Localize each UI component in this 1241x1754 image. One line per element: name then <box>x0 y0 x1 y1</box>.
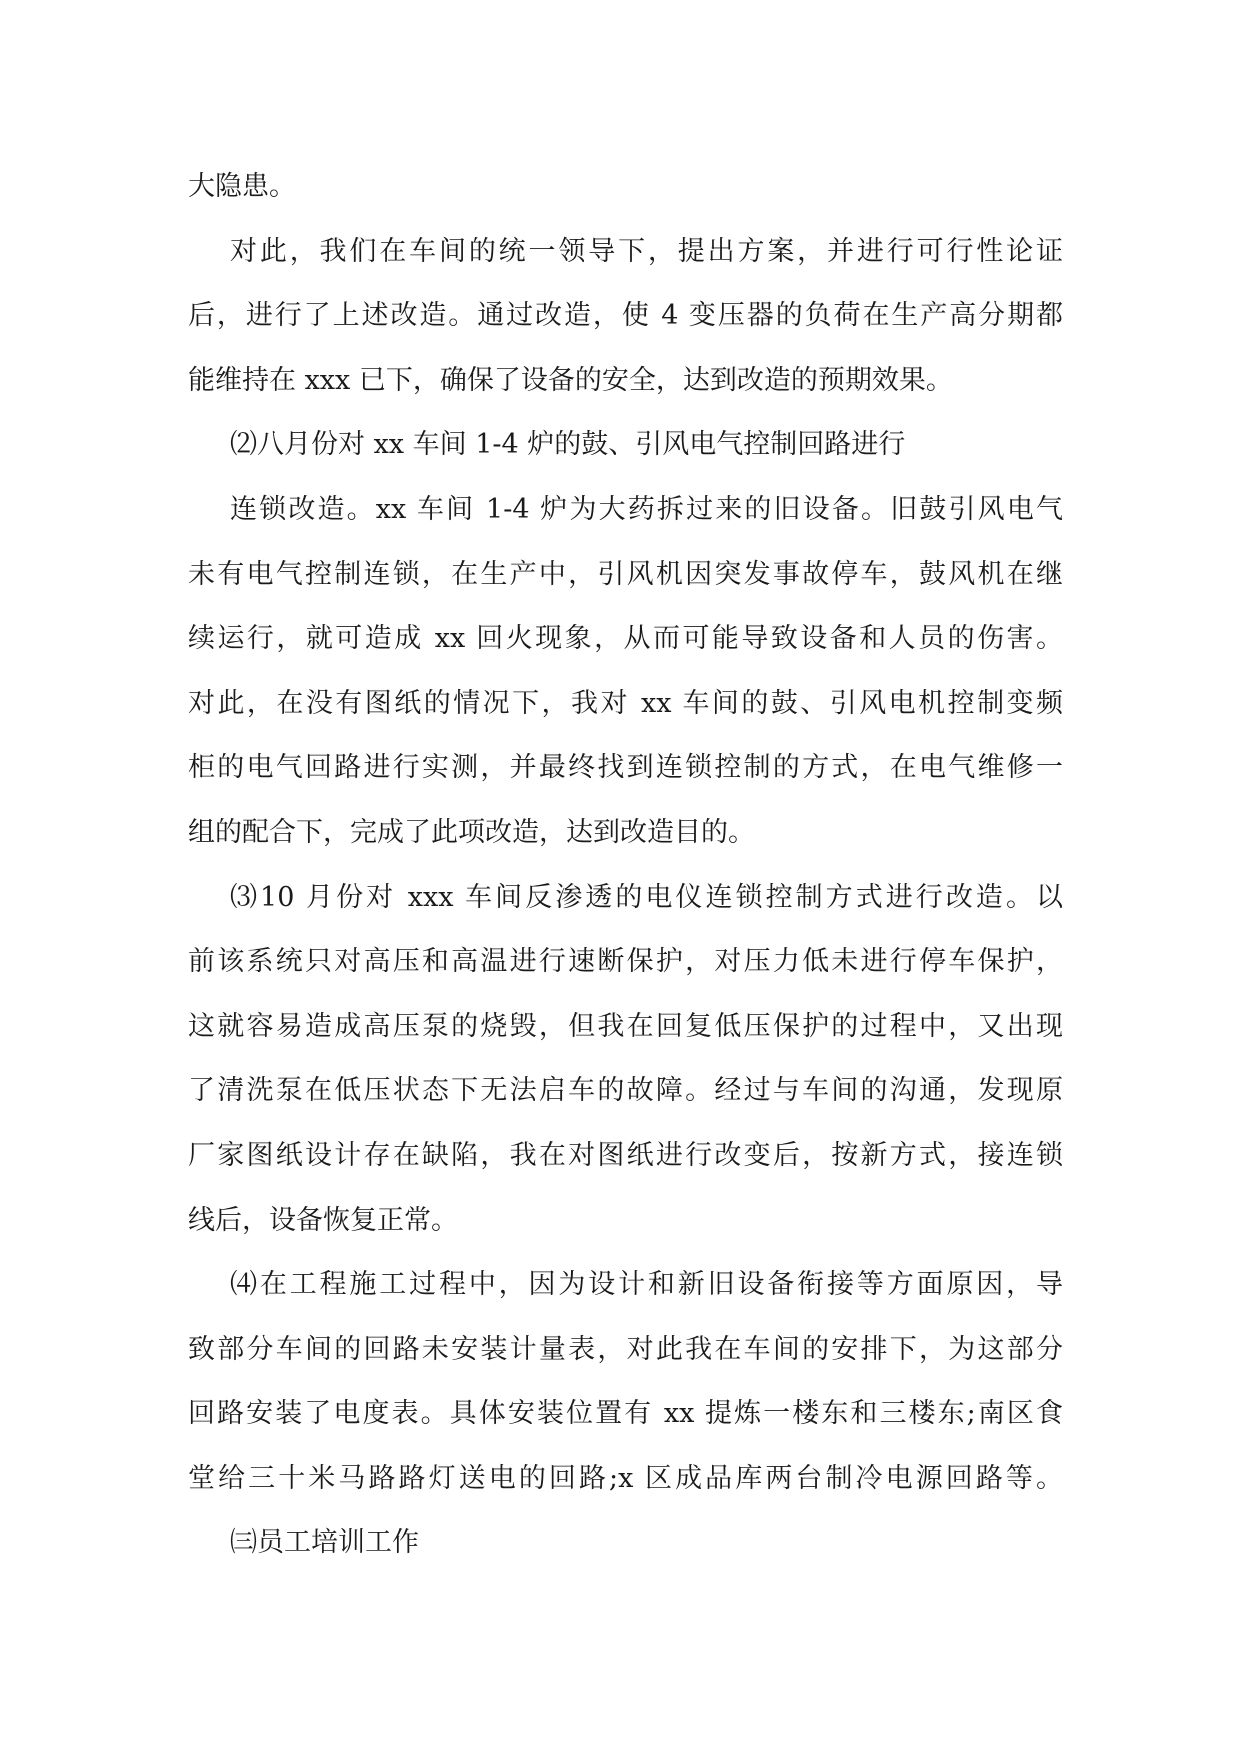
text-line: ⑶10 月份对 xxx 车间反渗透的电仪连锁控制方式进行改造。以 <box>230 881 1063 913</box>
text-line: 柜的电气回路进行实测，并最终找到连锁控制的方式，在电气维修一 <box>188 752 1063 784</box>
text-line: 堂给三十米马路路灯送电的回路;x 区成品库两台制冷电源回路等。 <box>188 1462 1063 1494</box>
text-line: 连锁改造。xx 车间 1-4 炉为大药拆过来的旧设备。旧鼓引风电气 <box>230 493 1063 525</box>
text-line: 致部分车间的回路未安装计量表，对此我在车间的安排下，为这部分 <box>188 1333 1063 1365</box>
text-line: 能维持在 xxx 已下，确保了设备的安全，达到改造的预期效果。 <box>188 364 953 396</box>
text-line: 厂家图纸设计存在缺陷，我在对图纸进行改变后，按新方式，接连锁 <box>188 1139 1063 1171</box>
text-line: 了清洗泵在低压状态下无法启车的故障。经过与车间的沟通，发现原 <box>188 1075 1063 1107</box>
section-heading: ㈢员工培训工作 <box>230 1527 419 1559</box>
text-line: 未有电气控制连锁，在生产中，引风机因突发事故停车，鼓风机在继 <box>188 558 1063 590</box>
text-line: ⑷在工程施工过程中，因为设计和新旧设备衔接等方面原因，导 <box>230 1269 1063 1301</box>
text-line: 前该系统只对高压和高温进行速断保护，对压力低未进行停车保护， <box>188 946 1063 978</box>
text-line: 大隐患。 <box>188 171 296 202</box>
text-line: 对此，我们在车间的统一领导下，提出方案，并进行可行性论证 <box>230 235 1063 267</box>
text-line: 续运行，就可造成 xx 回火现象，从而可能导致设备和人员的伤害。 <box>188 623 1063 655</box>
text-line: ⑵八月份对 xx 车间 1-4 炉的鼓、引风电气控制回路进行 <box>230 429 906 461</box>
text-line: 回路安装了电度表。具体安装位置有 xx 提炼一楼东和三楼东;南区食 <box>188 1398 1063 1430</box>
document-body <box>188 155 1063 1576</box>
text-line: 线后，设备恢复正常。 <box>188 1204 458 1236</box>
text-line: 后，进行了上述改造。通过改造，使 4 变压器的负荷在生产高分期都 <box>188 300 1063 332</box>
text-line: 对此，在没有图纸的情况下，我对 xx 车间的鼓、引风电机控制变频 <box>188 687 1063 719</box>
text-line: 这就容易造成高压泵的烧毁，但我在回复低压保护的过程中，又出现 <box>188 1010 1063 1042</box>
text-line: 组的配合下，完成了此项改造，达到改造目的。 <box>188 816 755 848</box>
